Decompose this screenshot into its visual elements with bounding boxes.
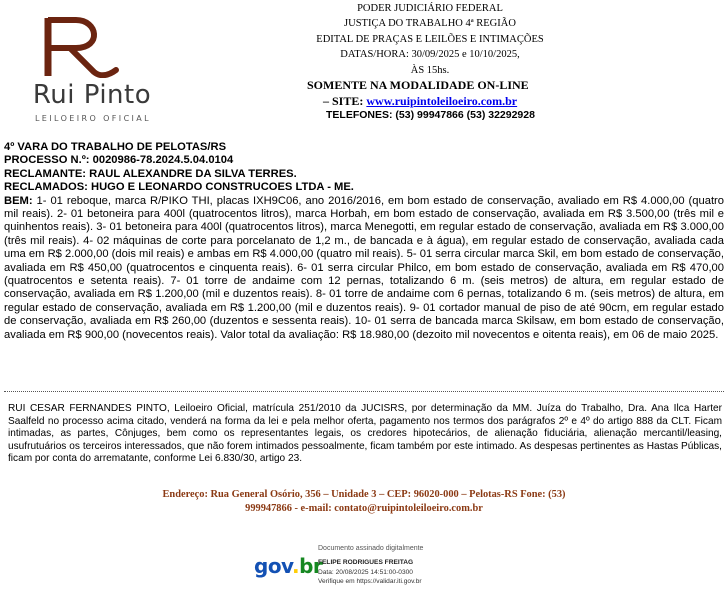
signature-date: Data: 20/08/2025 14:51:00-0300 (318, 568, 413, 576)
signature-details (318, 544, 423, 587)
signature-title: Documento assinado digitalmente (318, 545, 424, 552)
reclamante: RECLAMANTE: RAUL ALEXANDRE DA SILVA TERRES. (4, 167, 297, 180)
signer-name: FELIPE RODRIGUES FREITAG (318, 558, 414, 566)
site-prefix: – SITE: (323, 94, 367, 108)
site-link[interactable]: www.ruipintoleiloeiro.com.br (366, 94, 518, 108)
case-block (4, 141, 724, 342)
endereco-line-2: 999947866 - e-mail: contato@ruipintoleiloeiro.com.br (245, 503, 483, 514)
header-line-hora: ÀS 15hs. (410, 64, 450, 76)
edital-header (300, 1, 560, 78)
modalidade-block (307, 77, 529, 109)
site-line (307, 93, 529, 109)
govbr-br: br (299, 554, 323, 578)
header-line-justica: JUSTIÇA DO TRABALHO 4ª REGIÃO (344, 18, 516, 30)
processo-number: PROCESSO N.º: 0020986-78.2024.5.04.0104 (4, 154, 234, 167)
modalidade-text: SOMENTE NA MODALIDADE ON-LINE (307, 78, 529, 92)
govbr-logo (254, 554, 322, 578)
bens-label: BEM: (4, 194, 33, 207)
logo-subtitle: LEILOEIRO OFICIAL (34, 114, 152, 123)
logo-name: Rui Pinto (32, 80, 152, 110)
govbr-gov: gov (254, 554, 292, 578)
header-line-judiciario: PODER JUDICIÁRIO FEDERAL (357, 3, 503, 14)
reclamados: RECLAMADOS: HUGO E LEONARDO CONSTRUCOES LTDA - ME. (4, 181, 354, 194)
telefones: TELEFONES: (53) 99947866 (53) 32292928 (326, 109, 535, 121)
endereco-footer (0, 488, 728, 516)
leiloeiro-paragraph: RUI CESAR FERNANDES PINTO, Leiloeiro Oficial, matrícula 251/2010 da JUCISRS, por determinação da MM. Juíza do Trabalho, Dra. Ana Ilca Harter Saalfeld no processo acima citado, venderá na forma da lei e pela melhor oferta, pagamento nos termos dos parágrafos 2º e 4º do artigo 888 da CLT. Ficam intimadas, as partes, Cônjuges, bem como os representantes legais, os credores hipotecários, de alienação fiduciária, alienação mercantil/leasing, usufrutuários os terceiros interessados, que não forem intimados pessoalmente, ficam também por este intimado. As despesas pertinentes as Hastas Públicas, ficam por conta do arrematante, conforme Lei 6.830/30, artigo 23. (8, 403, 722, 465)
r-monogram-icon (36, 14, 126, 78)
vara: 4º VARA DO TRABALHO DE PELOTAS/RS (4, 141, 227, 153)
signature-verify: Verifique em https://validar.iti.gov.br (318, 578, 422, 586)
bens-paragraph (4, 195, 724, 342)
digital-signature-stamp (254, 540, 474, 598)
bens-text: 1- 01 reboque, marca R/PIKO THI, placas IXH9C06, ano 2016/2016, em bom estado de conservação, avaliado em R$ 4.000,00 (quatro mil reais). 2- 01 betoneira para 400l (quatrocentos litros), marca Horbah, em bom estado de conservação, avaliada em R$ 3.500,00 (três mil e quinhentos reais). 3- 01 betoneira para 400l (quatrocentos litros), marca Menegotti, em regular estado de conservação, avaliada em R$ 3.000,00 (três mil reais). 4- 02 máquinas de corte para porcelanato de 1,2 m., de bancada e à água), em regular estado de conservação, avaliada cada uma em R$ 2.000,00 (dois mil reais) e ambas em R$ 4.000,00 (quatro mil reais). 5- 01 serra circular marca Skil, em bom estado de conservação, avaliada em R$ 450,00 (quatrocentos e cinquenta reais). 6- 01 serra circular Philco, em bom estado de conservação, avaliada em R$ 470,00 (quatrocentos e setenta reais). 7- 01 torre de andaime com 12 pernas, totalizando 6 m. (seis metros) de altura, em regular estado de conservação, avaliada em R$ 1.200,00 (mil e duzentos reais). 8- 01 torre de andaime com 6 pernas, totalizando 6 m. (seis metros) de altura, em regular estado de conservação, avaliada em R$ 1.200,00 (mil e duzentos reais). 9- 01 cortador manual de piso de até 90cm, em regular estado de conservação, avaliada em R$ 260,00 (duzentos e sessenta reais). 10- 01 serra de bancada marca Skilsaw, em bom estado de conservação, avaliada em R$ 900,00 (novecentos reais). Valor total da avaliação: R$ 18.980,00 (dezoito mil novecentos e oitenta reais), em 06 de maio 2025. (4, 194, 724, 341)
header-line-datas: DATAS/HORA: 30/09/2025 e 10/10/2025, (340, 49, 520, 61)
header-line-edital: EDITAL DE PRAÇAS E LEILÕES E INTIMAÇÕES (316, 33, 544, 45)
endereco-line-1: Endereço: Rua General Osório, 356 – Unidade 3 – CEP: 96020-000 – Pelotas-RS Fone: (53) (162, 489, 566, 500)
dotted-divider (4, 391, 724, 392)
rui-pinto-logo (6, 14, 176, 124)
govbr-dot: . (291, 554, 300, 578)
